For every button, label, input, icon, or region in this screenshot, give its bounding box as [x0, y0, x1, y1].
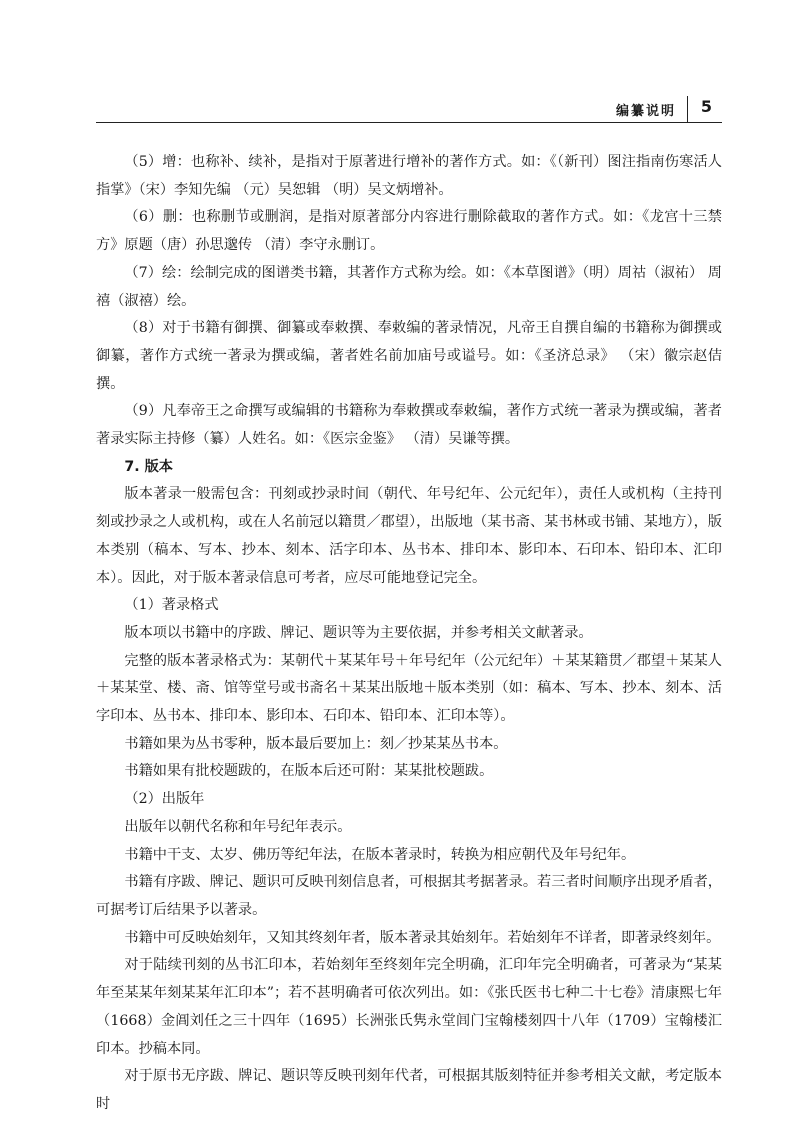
section-heading-edition: 7. 版本 — [124, 458, 173, 475]
running-header — [96, 96, 722, 123]
paragraph-item-8-yuzhuan: （8）对于书籍有御撰、御纂或奉敕撰、奉敕编的著录情况，凡帝王自撰自编的书籍称为御撰或御纂，著作方式统一著录为撰或编，著者姓名前加庙号或谥号。如：《圣济总录》 （宋）徽宗赵佶撰。 — [96, 320, 722, 392]
header-divider — [687, 96, 688, 122]
running-header-title: 编纂说明 — [615, 104, 676, 119]
paragraph-format-full: 完整的版本著录格式为：某朝代＋某某年号＋年号纪年（公元纪年）＋某某籍贯／郡望＋某某人＋某某堂、楼、斋、馆等堂号或书斋名＋某某出版地＋版本类别（如：稿本、写本、抄本、刻本、活字印本、丛书本、排印本、影印本、石印本、铅印本、汇印本等）。 — [96, 652, 722, 725]
paragraph-year-preface: 书籍有序跋、牌记、题识可反映刊刻信息者，可根据其考据著录。若三者时间顺序出现矛盾者，可据考订后结果予以著录。 — [96, 874, 722, 918]
paragraph-format-series: 书籍如果为丛书零种，版本最后要加上：刻／抄某某丛书本。 — [124, 735, 508, 752]
page-number: 5 — [700, 97, 712, 116]
paragraph-year-conversion: 书籍中干支、太岁、佛历等纪年法，在版本著录时，转换为相应朝代及年号纪年。 — [124, 846, 636, 863]
subheading-format: （1）著录格式 — [124, 597, 219, 614]
paragraph-year-rule: 出版年以朝代名称和年号纪年表示。 — [124, 818, 352, 835]
paragraph-item-5-zeng: （5）增：也称补、续补，是指对于原著进行增补的著作方式。如：《（新刊）图注指南伤寒活人指掌》（宋）李知先编 （元）吴恕辑 （明）吴文炳增补。 — [96, 154, 722, 198]
paragraph-item-7-hui: （7）绘：绘制完成的图谱类书籍，其著作方式称为绘。如：《本草图谱》（明）周祜（淑祐） 周禧（淑禧）绘。 — [96, 264, 722, 309]
paragraph-item-6-shan: （6）删：也称删节或删润，是指对原著部分内容进行删除截取的著作方式。如：《龙宫十三禁方》原题（唐）孙思邈传 （清）李守永删订。 — [96, 209, 722, 254]
body-text — [96, 149, 722, 1119]
paragraph-year-series-print: 对于陆续刊刻的丛书汇印本，若始刻年至终刻年完全明确，汇印年完全明确者，可著录为“某某年至某某年刻某某年汇印本”；若不甚明确者可依次列出。如：《张氏医书七种二十七卷》清康熙七年（1668）金阊刘任之三十四年（1695）长洲张氏隽永堂闾门宝翰楼刻四十八年（1709）宝翰楼汇印本。抄稿本同。 — [96, 957, 722, 1057]
paragraph-format-annotation: 书籍如果有批校题跋的，在版本后还可附：某某批校题跋。 — [124, 763, 494, 780]
paragraph-item-9-fengchi: （9）凡奉帝王之命撰写或编辑的书籍称为奉敕撰或奉敕编，著作方式统一著录为撰或编，著者著录实际主持修（纂）人姓名。如：《医宗金鉴》 （清）吴谦等撰。 — [96, 403, 722, 448]
paragraph-year-no-preface: 对于原书无序跋、牌记、题识等反映刊刻年代者，可根据其版刻特征并参考相关文献，考定版本时 — [96, 1068, 722, 1112]
paragraph-year-start: 书籍中可反映始刻年，又知其终刻年者，版本著录其始刻年。若始刻年不详者，即著录终刻年。 — [124, 929, 721, 946]
subheading-publication-year: （2）出版年 — [124, 791, 205, 808]
paragraph-format-basis: 版本项以书籍中的序跋、牌记、题识等为主要依据，并参考相关文献著录。 — [124, 624, 593, 641]
paragraph-edition-intro: 版本著录一般需包含：刊刻或抄录时间（朝代、年号纪年、公元纪年），责任人或机构（主持刊刻或抄录之人或机构，或在人名前冠以籍贯／郡望），出版地（某书斋、某书林或书铺、某地方），版本类别（稿本、写本、抄本、刻本、活字印本、丛书本、排印本、影印本、石印本、铅印本、汇印本）。因此，对于版本著录信息可考者，应尽可能地登记完全。 — [96, 486, 722, 586]
